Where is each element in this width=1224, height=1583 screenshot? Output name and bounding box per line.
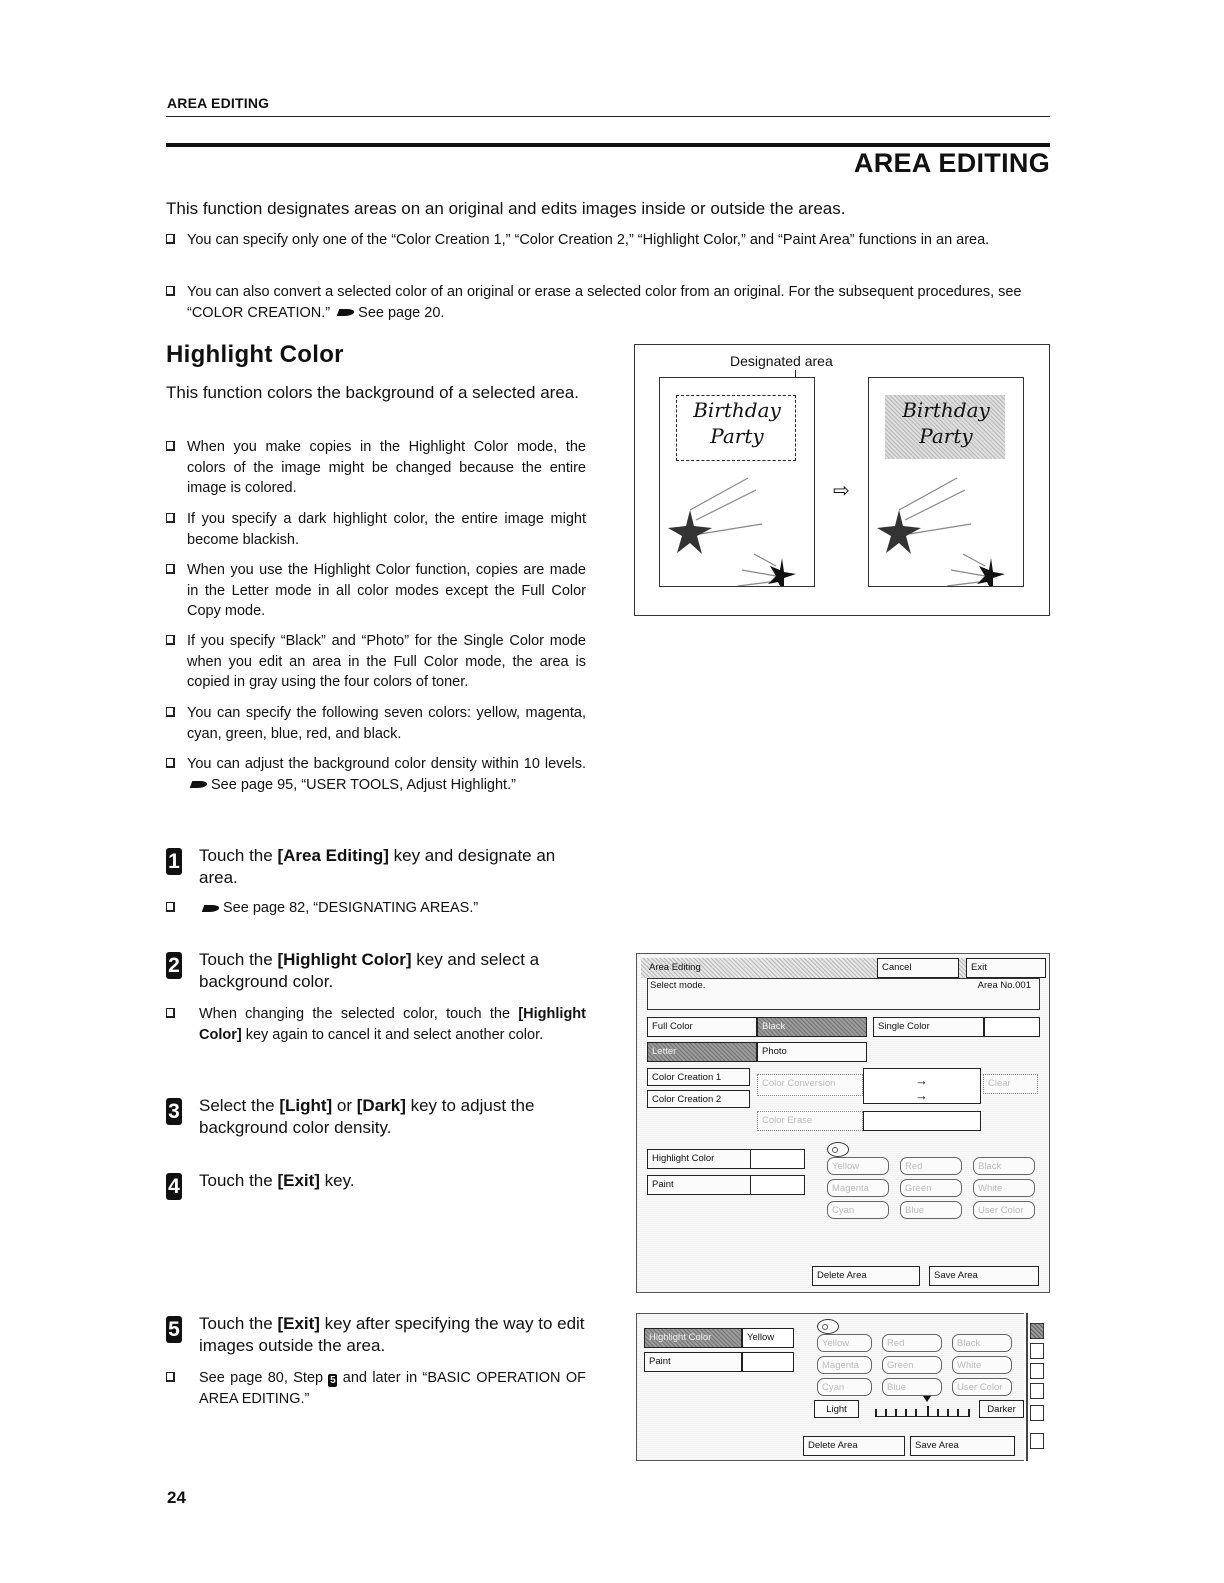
step-number-badge: 5 [330,1375,336,1386]
designated-area-illustration [634,344,1050,616]
color-erase-value [863,1111,981,1131]
key-reference: [Light] [279,1096,333,1115]
highlight-color-button[interactable]: Highlight Color [644,1328,742,1348]
color-blue-button[interactable]: Blue [900,1201,962,1219]
paint-button[interactable]: Paint [647,1175,751,1195]
cross-reference-link[interactable]: See page 95, “USER TOOLS, Adjust Highlight.” [211,776,516,793]
step-5: 5 Touch the [Exit] key after specifying the way to edit images outside the area. [166,1313,586,1357]
right-arrow-icon: → [915,1073,928,1088]
intro-note-2: You can also convert a selected color of an original or erase a selected color from an original. For the subsequent procedures, see “COLOR CREATION.” See page 20. [166,282,1056,323]
step-4: 4 Touch the [Exit] key. [166,1170,586,1192]
step-2-note: When changing the selected color, touch the [Highlight Color] key again to cancel it and select another color. [166,1004,586,1045]
section-rule [166,143,1050,147]
delete-area-button[interactable]: Delete Area [812,1266,920,1286]
palette-icon [817,1319,839,1334]
color-red-button[interactable]: Red [882,1334,942,1352]
color-magenta-button[interactable]: Magenta [827,1179,889,1197]
save-area-button[interactable]: Save Area [910,1436,1015,1456]
color-yellow-button[interactable]: Yellow [817,1334,872,1352]
step-number-badge: 5 [166,1316,182,1343]
header-rule [166,116,1050,117]
color-red-button[interactable]: Red [900,1157,962,1175]
cross-reference-link[interactable]: See page 82, “DESIGNATING AREAS.” [223,900,479,916]
palette-icon [827,1142,849,1157]
color-user-color-button[interactable]: User Color [973,1201,1035,1219]
color-blue-button[interactable]: Blue [882,1378,942,1396]
exit-button[interactable]: Exit [966,958,1046,978]
pointing-hand-icon [190,781,209,788]
checkbox-bullet-icon [166,441,175,451]
light-button[interactable]: Light [814,1400,859,1418]
color-conversion-button[interactable]: Color Conversion [757,1074,863,1096]
checkbox-bullet-icon [166,902,175,912]
step-number-badge: 2 [166,952,182,979]
color-creation-1-button[interactable]: Color Creation 1 [647,1068,750,1086]
density-marker-icon [923,1396,931,1402]
side-key[interactable] [1030,1433,1044,1449]
screen-titlebar: Area Editing [641,958,1045,978]
page-number: 24 [167,1488,186,1507]
key-reference: [Dark] [356,1096,406,1115]
save-area-button[interactable]: Save Area [929,1266,1039,1286]
side-key-strip [1026,1313,1046,1461]
color-cyan-button[interactable]: Cyan [817,1378,872,1396]
highlight-color-value: Yellow [742,1328,794,1348]
side-key[interactable] [1030,1343,1044,1359]
paint-value [742,1352,794,1372]
step-2: 2 Touch the [Highlight Color] key and select a background color. [166,949,586,993]
right-arrow-icon: ⇨ [833,480,850,502]
key-reference: [Exit] [277,1171,320,1190]
side-key[interactable] [1030,1363,1044,1379]
right-arrow-icon: → [915,1088,928,1103]
intro-note-1: You can specify only one of the “Color Creation 1,” “Color Creation 2,” “Highlight Color,” and “Paint Area” functions in an area. [166,230,1056,251]
intro-text: This function designates areas on an original and edits images inside or outside the areas. [166,199,846,218]
section-title: AREA EDITING [853,148,1050,178]
step-number-badge: 1 [166,848,182,875]
step-number-badge: 4 [166,1173,182,1200]
key-reference: [Highlight Color] [277,950,412,969]
highlight-color-value [750,1149,805,1169]
area-editing-screen [636,953,1050,1293]
note-4: If you specify “Black” and “Photo” for the Single Color mode when you edit an area in the Full Color mode, the area is copied in gray using the four colors of toner. [166,631,586,693]
color-magenta-button[interactable]: Magenta [817,1356,872,1374]
checkbox-bullet-icon [166,564,175,574]
paint-button[interactable]: Paint [644,1352,742,1372]
subsection-heading: Highlight Color [166,341,344,368]
density-slider[interactable] [875,1404,970,1417]
pointing-hand-icon [337,309,356,316]
message-box: Select mode. Area No.001 [647,978,1040,1010]
checkbox-bullet-icon [166,1008,175,1018]
key-reference: [Exit] [277,1314,320,1333]
darker-button[interactable]: Darker [979,1400,1024,1418]
step-1-note [166,898,586,919]
color-green-button[interactable]: Green [882,1356,942,1374]
color-creation-2-button[interactable]: Color Creation 2 [647,1090,750,1108]
shooting-stars-icon [660,458,816,586]
single-color-button[interactable]: Single Color [873,1017,984,1037]
color-white-button[interactable]: White [952,1356,1012,1374]
side-key[interactable] [1030,1383,1044,1399]
highlight-density-screen [636,1313,1024,1461]
checkbox-bullet-icon [166,635,175,645]
step-3: 3 Select the [Light] or [Dark] key to adjust the background color density. [166,1095,586,1139]
running-head: AREA EDITING [167,95,270,111]
original-card: Birthday Party [659,377,815,587]
color-green-button[interactable]: Green [900,1179,962,1197]
lead-text: This function colors the background of a selected area. [166,383,579,402]
shooting-stars-icon [869,458,1025,586]
color-black-button[interactable]: Black [952,1334,1012,1352]
step-1: 1 Touch the [Area Editing] key and designate an area. [166,845,586,889]
figure-label: Designated area [730,353,833,369]
color-user-color-button[interactable]: User Color [952,1378,1012,1396]
note-5: You can specify the following seven colors: yellow, magenta, cyan, green, blue, red, and black. [166,703,586,744]
side-key[interactable] [1030,1323,1044,1339]
color-cyan-button[interactable]: Cyan [827,1201,889,1219]
step-number-badge: 3 [166,1098,182,1125]
color-yellow-button[interactable]: Yellow [827,1157,889,1175]
checkbox-bullet-icon [166,286,175,296]
paint-value [750,1175,805,1195]
note-2: If you specify a dark highlight color, the entire image might become blackish. [166,509,586,550]
note-3: When you use the Highlight Color function, copies are made in the Letter mode in all color modes except the Full Color Copy mode. [166,560,586,622]
clear-button[interactable]: Clear [983,1074,1038,1094]
single-color-value [984,1017,1040,1037]
black-button[interactable]: Black [757,1017,867,1037]
letter-button[interactable]: Letter [647,1042,757,1062]
delete-area-button[interactable]: Delete Area [803,1436,905,1456]
color-erase-button[interactable]: Color Erase [757,1111,863,1131]
checkbox-bullet-icon [166,1372,175,1382]
full-color-button[interactable]: Full Color [647,1017,757,1037]
result-card: Birthday Party [868,377,1024,587]
side-key[interactable] [1030,1405,1044,1421]
note-1: When you make copies in the Highlight Color mode, the colors of the image might be changed because the entire image is colored. [166,437,586,499]
step-5-note: See page 80, Step 5 and later in “BASIC OPERATION OF AREA EDITING.” [166,1368,586,1409]
checkbox-bullet-icon [166,758,175,768]
photo-button[interactable]: Photo [757,1042,867,1062]
checkbox-bullet-icon [166,513,175,523]
color-black-button[interactable]: Black [973,1157,1035,1175]
highlight-color-button[interactable]: Highlight Color [647,1149,751,1169]
checkbox-bullet-icon [166,707,175,717]
color-white-button[interactable]: White [973,1179,1035,1197]
pointing-hand-icon [202,905,221,912]
area-number: Area No.001 [977,980,1031,991]
note-6: You can adjust the background color density within 10 levels. See page 95, “USER TOOLS, Adjust Highlight.” [166,754,586,795]
cross-reference-link[interactable]: See page 20. [358,304,445,321]
checkbox-bullet-icon [166,234,175,244]
cancel-button[interactable]: Cancel [877,958,959,978]
key-reference: [Area Editing] [277,846,389,865]
